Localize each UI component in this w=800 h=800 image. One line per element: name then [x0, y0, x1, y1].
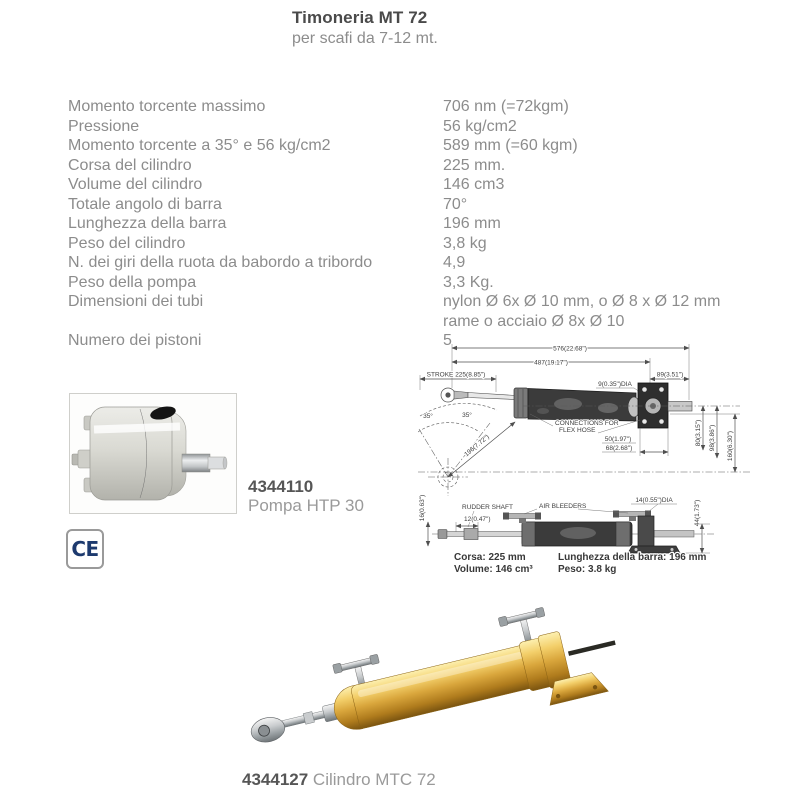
- spec-value: 3,8 kg: [443, 234, 487, 252]
- dim-44-label: 44(1.73"): [694, 499, 701, 527]
- spec-label: Totale angolo di barra: [68, 195, 222, 213]
- diagram-corsa-text: Corsa: 225 mm: [454, 552, 526, 563]
- cylinder-photo: [235, 614, 615, 766]
- dim-160-label: 160(6.30"): [727, 430, 734, 462]
- cylinder-caption: [242, 770, 436, 790]
- table-row: [68, 195, 758, 215]
- header: [292, 8, 438, 48]
- table-row: [68, 234, 758, 254]
- dim-487-label: 487(19.17"): [534, 359, 568, 367]
- table-row: [68, 292, 758, 312]
- spec-label: Momento torcente massimo: [68, 98, 266, 115]
- spec-value: 3,3 Kg.: [443, 273, 494, 291]
- dim-68-label: 68(2.68"): [605, 445, 633, 452]
- dim-98-label: 98(3.86"): [709, 424, 716, 452]
- spec-value: rame o acciaio Ø 8x Ø 10: [443, 312, 625, 330]
- pump-code: 4344110: [248, 477, 314, 496]
- spec-value: 225 mm.: [443, 156, 506, 174]
- table-row: [68, 136, 758, 156]
- pump-name: Pompa HTP 30: [248, 496, 364, 515]
- table-row: [68, 156, 758, 176]
- dim-14dia-label: 14(0.55")DIA: [635, 497, 673, 504]
- diagram-volume-text: Volume: 146 cm³: [454, 564, 533, 575]
- spec-label: Lunghezza della barra: [68, 215, 227, 232]
- spec-label: Corsa del cilindro: [68, 156, 192, 174]
- spec-label: Peso del cilindro: [68, 234, 186, 252]
- rudder-shaft-label: RUDDER SHAFT: [462, 504, 513, 511]
- ce-mark-label: CE: [71, 537, 99, 561]
- dim-80-label: 80(3.15"): [695, 419, 702, 447]
- spec-value: 146 cm3: [443, 176, 505, 193]
- table-row: [68, 117, 758, 137]
- diagram-peso-text: Peso: 3.8 kg: [558, 564, 617, 575]
- pump-image: [70, 394, 236, 513]
- dim-576-label: 576(22.68"): [553, 345, 587, 353]
- spec-value: 196 mm: [443, 215, 501, 232]
- spec-value: 706 nm (=72kgm): [443, 98, 569, 115]
- dim-9dia-label: 9(0.35")DIA: [598, 381, 632, 388]
- ce-mark: [66, 529, 104, 569]
- spec-label: Pressione: [68, 117, 140, 135]
- cylinder-code: 4344127: [242, 770, 309, 789]
- dim-12-label: 12(0.47"): [464, 516, 491, 523]
- spec-label: Peso della pompa: [68, 273, 197, 291]
- pump-photo: [69, 393, 237, 514]
- spec-label: Volume del cilindro: [68, 176, 203, 193]
- spec-value: 589 mm (=60 kgm): [443, 137, 578, 154]
- air-bleeders-label: AIR BLEEDERS: [539, 503, 587, 510]
- page-subtitle: per scafi da 7-12 mt.: [292, 30, 438, 47]
- dim-50-label: 50(1.97"): [604, 436, 632, 443]
- spec-value: 70°: [443, 195, 468, 213]
- cylinder-name: Cilindro MTC 72: [312, 770, 436, 789]
- dim-196-label: 196(7.72"): [463, 433, 491, 459]
- spec-label: Momento torcente a 35° e 56 kg/cm2: [68, 137, 331, 154]
- spec-label: [68, 312, 443, 332]
- connections-label-line1: CONNECTIONS FOR: [555, 420, 619, 427]
- technical-diagram: [418, 336, 798, 584]
- table-row: [68, 312, 758, 332]
- spec-value: 5: [443, 332, 452, 349]
- table-row: [68, 273, 758, 293]
- table-row: [68, 175, 758, 195]
- spec-value: 4,9: [443, 254, 466, 271]
- angle-right-label: 35°: [462, 412, 472, 419]
- pump-caption: [248, 477, 364, 515]
- table-row: [68, 97, 758, 117]
- page-title: Timoneria MT 72: [292, 8, 428, 27]
- spec-label: N. dei giri della ruota da babordo a tribordo: [68, 254, 373, 271]
- spec-label: Dimensioni dei tubi: [68, 293, 204, 310]
- angle-left-label: 35°: [423, 413, 433, 420]
- table-row: [68, 253, 758, 273]
- spec-table: [68, 97, 758, 351]
- dim-89-label: 89(3.51"): [656, 371, 684, 379]
- connections-label-line2: FLEX HOSE: [559, 427, 596, 434]
- spec-value: 56 kg/cm2: [443, 117, 517, 135]
- diagram-lunghezza-text: Lunghezza della barra: 196 mm: [558, 552, 707, 563]
- dim-16-label: 16(0.63"): [419, 494, 426, 522]
- spec-label: Numero dei pistoni: [68, 332, 202, 349]
- table-row: [68, 214, 758, 234]
- dim-stroke-label: STROKE 225(8.85"): [426, 371, 486, 379]
- spec-value: nylon Ø 6x Ø 10 mm, o Ø 8 x Ø 12 mm: [443, 293, 721, 310]
- cylinder-image: [235, 614, 615, 766]
